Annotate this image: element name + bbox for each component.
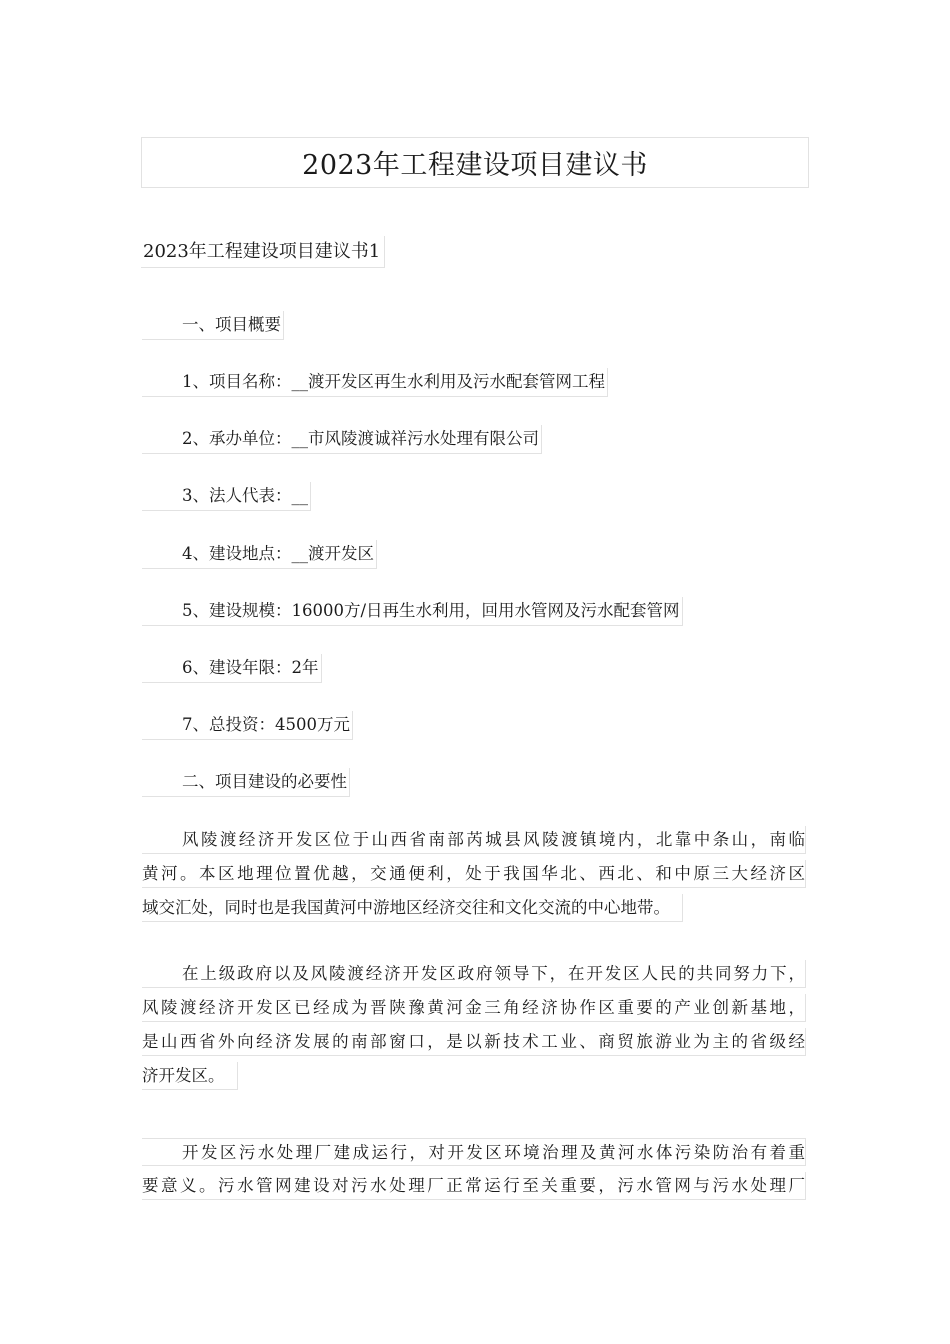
paragraph-line: 域交汇处，同时也是我国黄河中游地区经济交往和文化交流的中心地带。	[142, 894, 683, 922]
document-subtitle: 2023年工程建设项目建议书1	[141, 236, 385, 268]
document-title: 2023年工程建设项目建议书	[141, 137, 809, 188]
paragraph-sewage-plant	[142, 1138, 806, 1206]
paragraph-line: 风陵渡经济开发区已经成为晋陕豫黄河金三角经济协作区重要的产业创新基地，	[142, 994, 806, 1022]
paragraph-line: 风陵渡经济开发区位于山西省南部芮城县风陵渡镇境内，北靠中条山，南临	[142, 826, 806, 854]
item-legal-representative: 3、法人代表：__	[142, 482, 311, 511]
item-construction-period: 6、建设年限：2年	[142, 654, 322, 683]
paragraph-location	[142, 826, 806, 932]
paragraph-development	[142, 960, 806, 1100]
paragraph-line: 开发区污水处理厂建成运行，对开发区环境治理及黄河水体污染防治有着重	[142, 1138, 806, 1166]
item-project-name: 1、项目名称：__渡开发区再生水利用及污水配套管网工程	[142, 368, 608, 397]
item-total-investment: 7、总投资：4500万元	[142, 711, 353, 740]
item-construction-scale: 5、建设规模：16000方/日再生水利用，回用水管网及污水配套管网	[142, 597, 683, 626]
item-undertaking-unit: 2、承办单位：__市风陵渡诚祥污水处理有限公司	[142, 425, 542, 454]
section2-heading: 二、项目建设的必要性	[142, 768, 350, 797]
paragraph-line: 是山西省外向经济发展的南部窗口，是以新技术工业、商贸旅游业为主的省级经	[142, 1028, 806, 1056]
paragraph-line: 在上级政府以及风陵渡经济开发区政府领导下，在开发区人民的共同努力下，	[142, 960, 806, 988]
paragraph-line: 要意义。污水管网建设对污水处理厂正常运行至关重要，污水管网与污水处理厂	[142, 1172, 806, 1200]
paragraph-line: 黄河。本区地理位置优越，交通便利，处于我国华北、西北、和中原三大经济区	[142, 860, 806, 888]
paragraph-line: 济开发区。	[142, 1062, 238, 1090]
item-construction-site: 4、建设地点：__渡开发区	[142, 540, 377, 569]
section1-heading: 一、项目概要	[142, 311, 284, 340]
